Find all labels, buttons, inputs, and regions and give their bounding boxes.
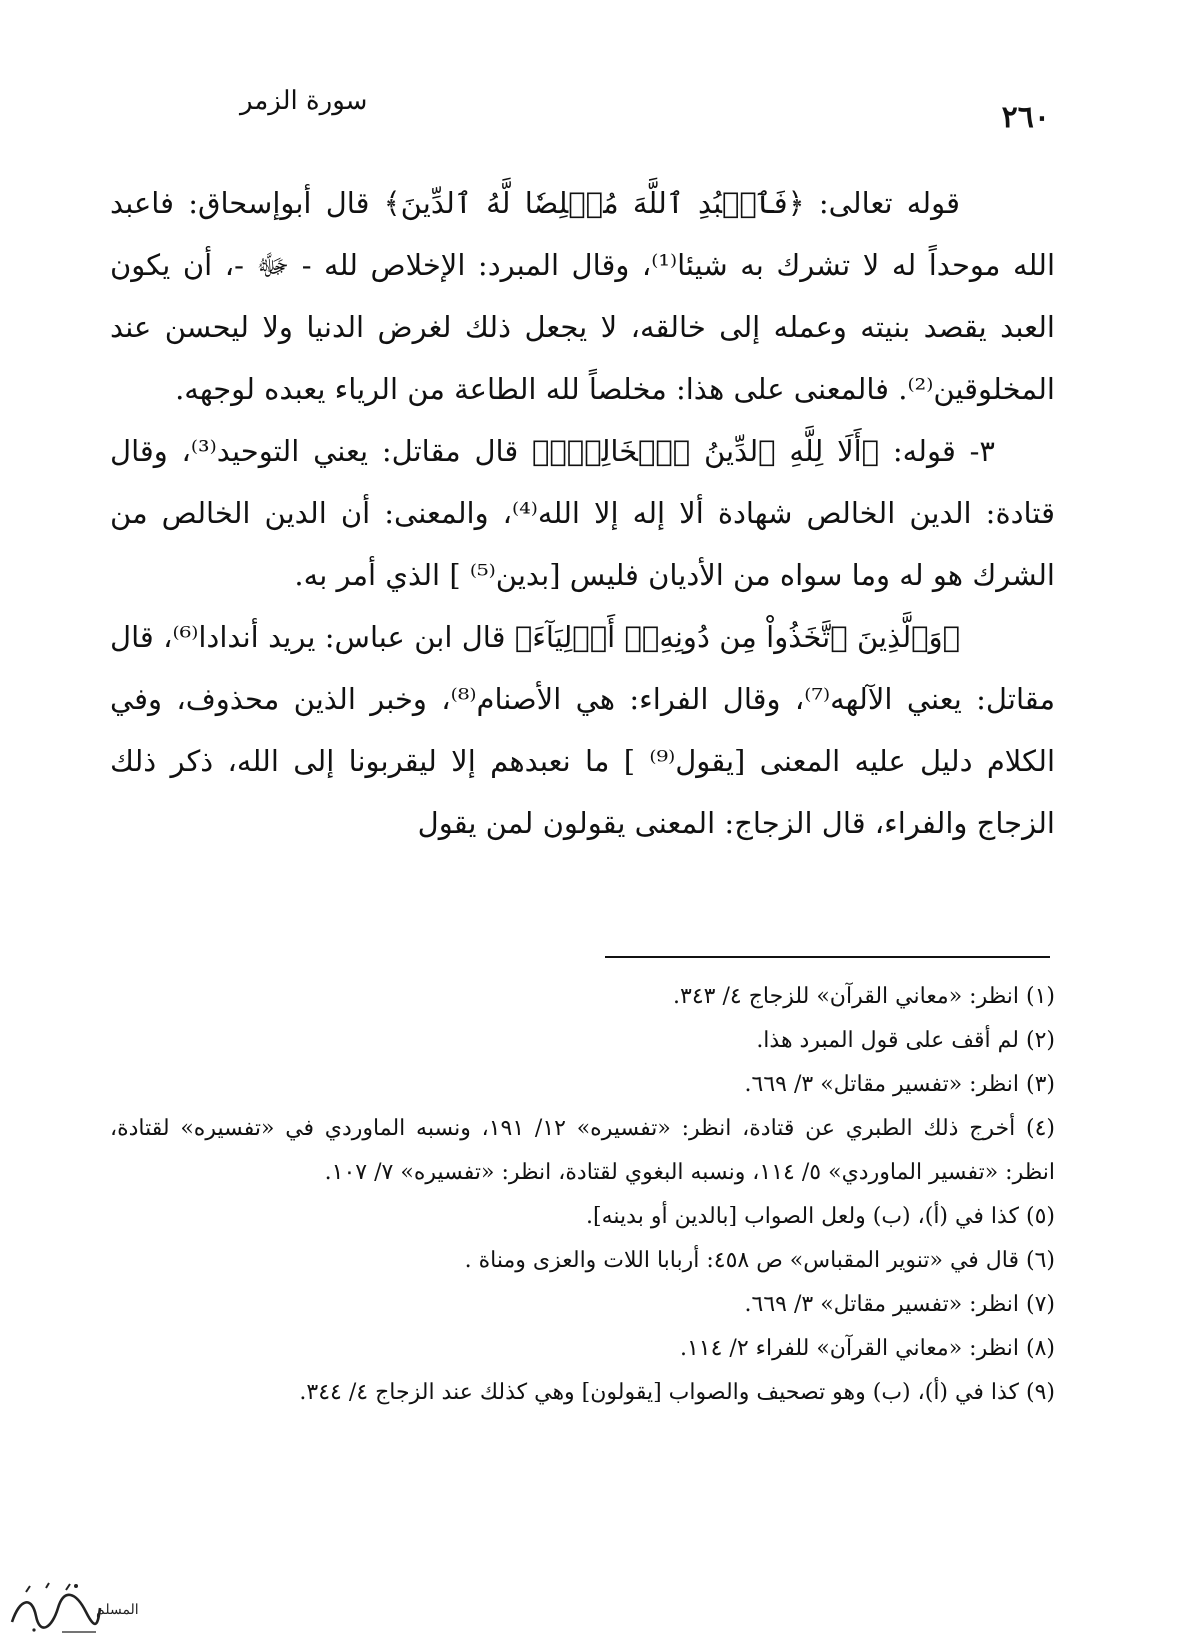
- paragraph-1: قوله تعالى: ﴿فَٱعۡبُدِ ٱللَّهَ مُخۡلِصٗا لَّهُ ٱلدِّينَ﴾ قال أبوإسحاق: فاعبد الله موحداً له لا تشرك به شيئا⁽¹⁾، وقال المبرد: الإخلاص لله - ﷻ -، أن يكون العبد يقصد بنيته وعمله إلى خالقه، لا يجعل ذلك لغرض الدنيا ولا ليحسن عند المخلوقين⁽²⁾. فالمعنى على هذا: مخلصاً لله الطاعة من الرياء يعبده لوجهه.: [110, 186, 1055, 406]
- footnote-6: (٦) قال في «تنوير المقباس» ص ٤٥٨: أربابا اللات والعزى ومناة .: [464, 1248, 1055, 1273]
- footnotes: [110, 975, 1055, 1415]
- running-title: سورة الزمر: [240, 86, 368, 116]
- footnote-1: (١) انظر: «معاني القرآن» للزجاج ٤/ ٣٤٣.: [673, 984, 1055, 1009]
- footnote-9: (٩) كذا في (أ)، (ب) وهو تصحيف والصواب [يقولون] وهي كذلك عند الزجاج ٤/ ٣٤٤.: [299, 1380, 1055, 1405]
- footnote-5: (٥) كذا في (أ)، (ب) ولعل الصواب [بالدين أو بدينه].: [586, 1204, 1055, 1229]
- paragraph-2: ٣- قوله: ﴿أَلَا لِلَّهِ ٱلدِّينُ ٱلۡخَالِصُۚ﴾ قال مقاتل: يعني التوحيد⁽³⁾، وقال قتادة: الدين الخالص شهادة ألا إله إلا الله⁽⁴⁾، والمعنى: أن الدين الخالص من الشرك هو له وما سواه من الأديان فليس [بدين⁽⁵⁾ ] الذي أمر به.: [110, 434, 1055, 592]
- page-number: ٢٦٠: [1001, 100, 1050, 135]
- paragraph-3: ﴿وَٱلَّذِينَ ٱتَّخَذُواْ مِن دُونِهِۦٓ أَوۡلِيَآءَ﴾ قال ابن عباس: يريد أندادا⁽⁶⁾، قال مقاتل: يعني الآلهه⁽⁷⁾، وقال الفراء: هي الأصنام⁽⁸⁾، وخبر الذين محذوف، وفي الكلام دليل عليه المعنى [يقول⁽⁹⁾ ] ما نعبدهم إلا ليقربونا إلى الله، ذكر ذلك الزجاج والفراء، قال الزجاج: المعنى يقولون لمن يقول: [110, 620, 1056, 840]
- footnote-2: (٢) لم أقف على قول المبرد هذا.: [756, 1028, 1055, 1053]
- footnote-4: (٤) أخرج ذلك الطبري عن قتادة، انظر: «تفسيره» ١٢/ ١٩١، ونسبه الماوردي في «تفسيره» لقتادة، انظر: «تفسير الماوردي» ٥/ ١١٤، ونسبه البغوي لقتادة، انظر: «تفسيره» ٧/ ١٠٧.: [110, 1116, 1055, 1185]
- stamp-text: المسلم: [96, 1602, 139, 1618]
- footnote-8: (٨) انظر: «معاني القرآن» للفراء ٢/ ١١٤.: [679, 1336, 1055, 1361]
- page-header: [150, 82, 1050, 135]
- footnote-separator: [605, 956, 1050, 958]
- main-text: [110, 172, 1055, 854]
- footnote-7: (٧) انظر: «تفسير مقاتل» ٣/ ٦٦٩.: [744, 1292, 1055, 1317]
- footnote-3: (٣) انظر: «تفسير مقاتل» ٣/ ٦٦٩.: [744, 1072, 1055, 1097]
- library-stamp-logo: [6, 1578, 139, 1638]
